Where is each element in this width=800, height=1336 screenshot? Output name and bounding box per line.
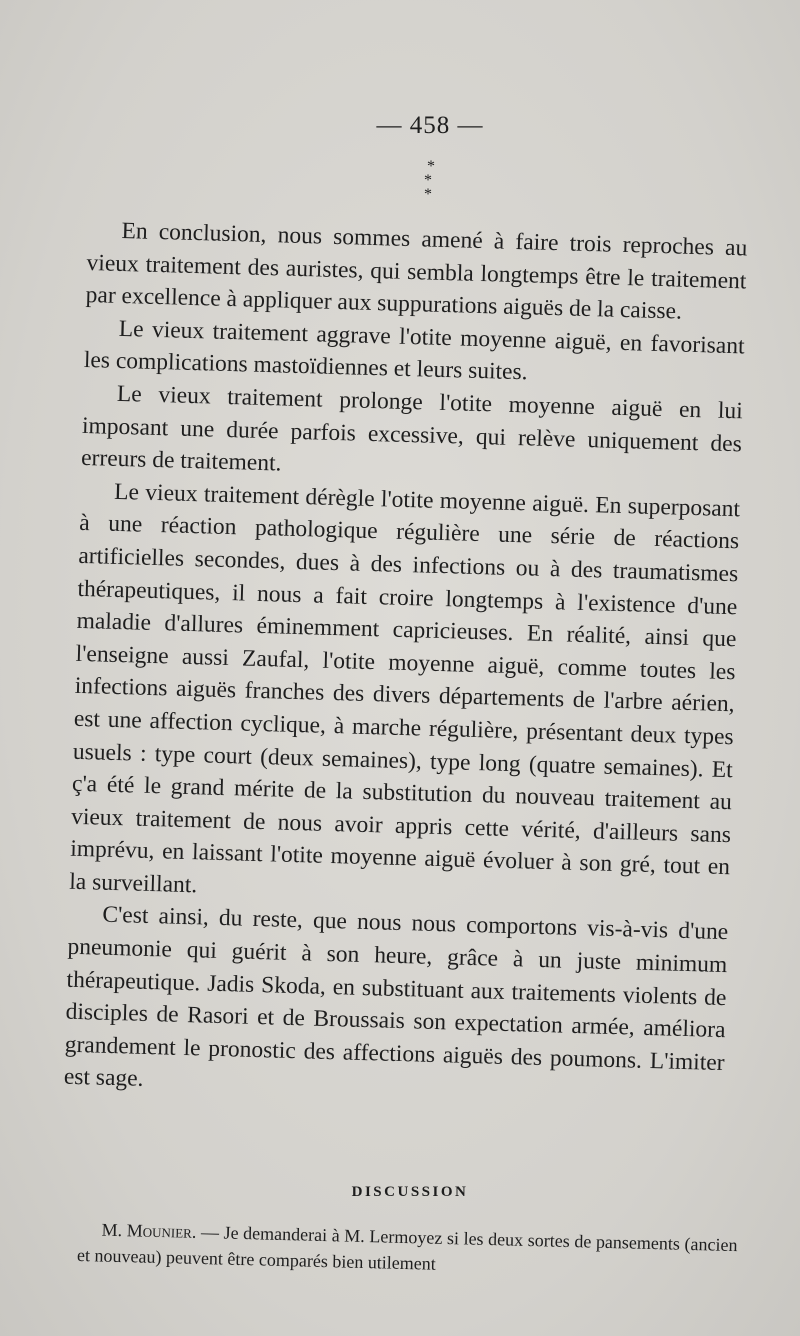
page-number: — 458 — — [376, 112, 484, 139]
speaker-name: M. Mounier. — [101, 1219, 197, 1242]
paragraph: Le vieux traitement aggrave l'otite moyenne aiguë, en favorisant les complications mastoïdiennes et leurs suites. — [83, 315, 745, 386]
discussion-text — [77, 1216, 738, 1284]
asterism-bottom: * * — [424, 172, 438, 203]
paragraph: Le vieux traitement dérègle l'otite moyenne aiguë. En superposant à une réaction pathologique régulière une série de réactions artificielles secondes, dues à des infections ou à des traumatismes thérapeutiques, il nous a fait croire longtemps à l'existence d'une maladie d'allures éminemment capricieuses. En réalité, ainsi que l'enseigne aussi Zaufal, l'otite moyenne aiguë, comme toutes les infections aiguës franches des divers départements de l'arbre aérien, est une affection cyclique, à marche régulière, présentant deux types usuels : type court (deux semaines), type long (quatre semaines). Et ç'a été le grand mérite de la substitution du nouveau traitement au vieux traitement de nous avoir appris cette vérité, d'ailleurs sans imprévu, en laissant l'otite moyenne aiguë évoluer à son gré, tout en la surveillant. — [68, 478, 741, 899]
asterism-divider — [414, 158, 448, 203]
discussion-paragraph — [77, 1216, 738, 1284]
paragraph: Le vieux traitement prolonge l'otite moyenne aiguë en lui imposant une durée parfois excessive, qui relève uniquement des erreurs de traitement. — [80, 380, 744, 477]
paragraph: En conclusion, nous sommes amené à faire trois reproches au vieux traitement des auristes, qui sembla longtemps être le traitement par excellence à appliquer aux suppurations aiguës de la caisse. — [85, 217, 748, 325]
asterism-top: * — [427, 158, 435, 175]
speaker-remark: — Je demanderai à M. Lermoyez si les deux sortes de pansements (ancien et nouveau) peuvent être comparés bien utilement — [76, 1221, 738, 1274]
paragraph: C'est ainsi, du reste, que nous nous comportons vis-à-vis d'une pneumonie qui guérit à son heure, grâce à un juste minimum thérapeutique. Jadis Skoda, en substituant aux traitements violents de disciples de Rasori et de Broussais son expectation armée, améliora grandement le pronostic des affections aiguës des poumons. L'imiter est sage. — [63, 902, 729, 1093]
discussion-heading: DISCUSSION — [351, 1184, 469, 1200]
body-text — [63, 214, 747, 1112]
